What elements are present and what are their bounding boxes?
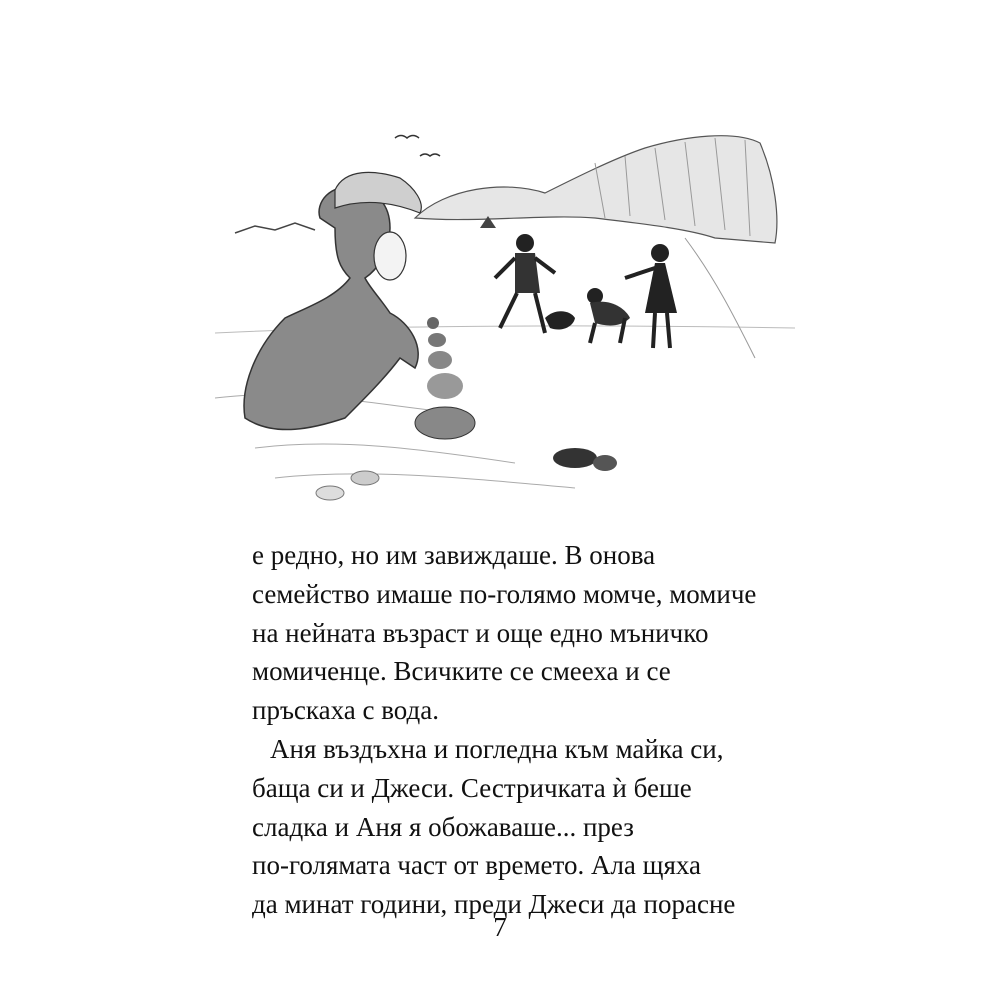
- text-line: баща си и Джеси. Сестричката ѝ беше: [252, 772, 692, 803]
- text-line: момиченце. Всичките се смееха и се: [252, 656, 671, 687]
- text-line: по-голямата част от времето. Ала щяха: [252, 850, 702, 881]
- body-text: [252, 536, 772, 924]
- text-line: да минат години, преди Джеси да порасне: [252, 889, 736, 920]
- text-line: е редно, но им завиждаше. В онова: [252, 540, 656, 570]
- text-line: сладка и Аня я обожаваше... през: [252, 811, 634, 842]
- text-line: семейство имаше по-голямо момче, момиче: [252, 578, 757, 609]
- page-number: 7: [493, 912, 507, 942]
- text-line: Аня въздъхна и погледна към майка си,: [270, 733, 724, 764]
- beach-scene-icon: [215, 118, 795, 518]
- beach-scene-illustration: [215, 118, 795, 518]
- text-line: на нейната възраст и още едно мъничко: [252, 617, 709, 648]
- text-line: пръскаха с вода.: [252, 695, 439, 726]
